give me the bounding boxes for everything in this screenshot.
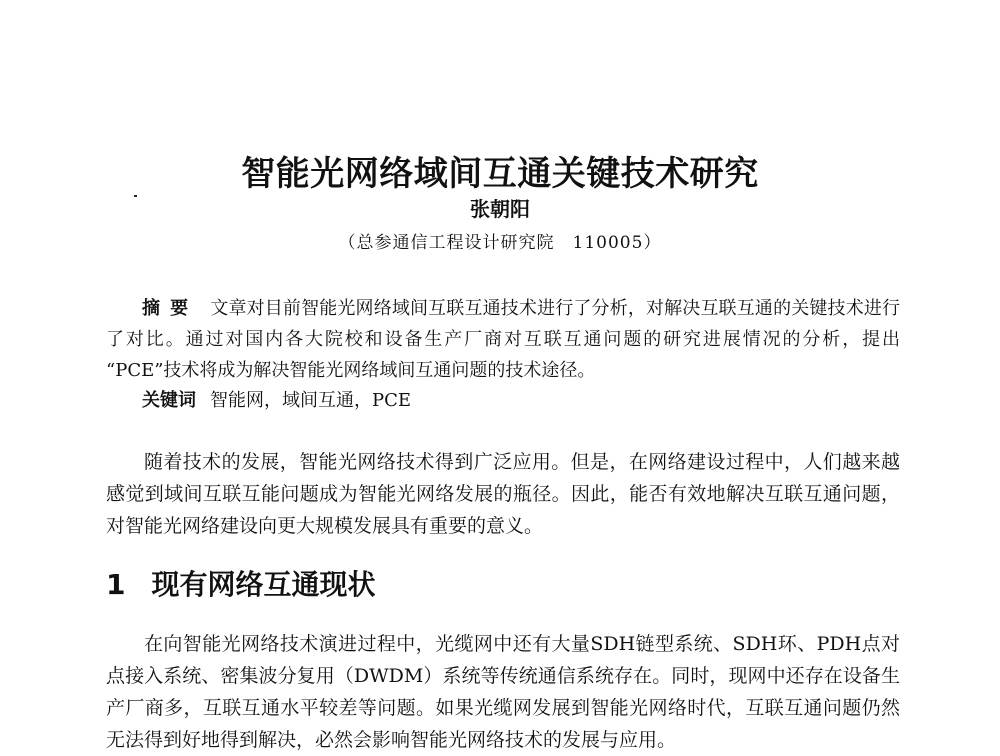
- keywords-text: 智能网，域间互通，PCE: [210, 390, 412, 411]
- section-number: 1: [106, 568, 126, 601]
- abstract-label: 摘要: [142, 298, 199, 319]
- paper-title: 智能光网络域间互通关键技术研究: [241, 154, 759, 194]
- abstract-block: [106, 293, 900, 386]
- abstract-text: 文章对目前智能光网络域间互联互通技术进行了分析，对解决互联互通的关键技术进行了对比。通过对国内各大院校和设备生产厂商对互联互通问题的研究进展情况的分析，提出 “PCE”技术将成为解决智能光网络域间互通问题的技术途径。: [106, 298, 901, 381]
- keywords-label: 关键词: [142, 390, 196, 411]
- author-name: 张朝阳: [470, 197, 530, 221]
- section-heading: [106, 563, 376, 603]
- intro-paragraph: 随着技术的发展，智能光网络技术得到广泛应用。但是，在网络建设过程中，人们越来越感觉到域间互联互能问题成为智能光网络发展的瓶径。因此，能否有效地解决互联互通问题，对智能光网络建设向更大规模发展具有重要的意义。: [106, 451, 900, 537]
- section-paragraph: 在向智能光网络技术演进过程中，光缆网中还有大量SDH链型系统、SDH环、PDH点对点接入系统、密集波分复用（DWDM）系统等传统通信系统存在。同时，现网中还存在设备生产厂商多，互联互通水平较差等问题。如果光缆网发展到智能光网络时代，互联互通问题仍然无法得到好地得到解决，必然会影响智能光网络技术的发展与应用。: [106, 633, 900, 751]
- author-affiliation: （总参通信工程设计研究院 110005）: [338, 233, 662, 253]
- keywords-block: [142, 385, 900, 416]
- section-title: 现有网络互通现状: [151, 568, 376, 601]
